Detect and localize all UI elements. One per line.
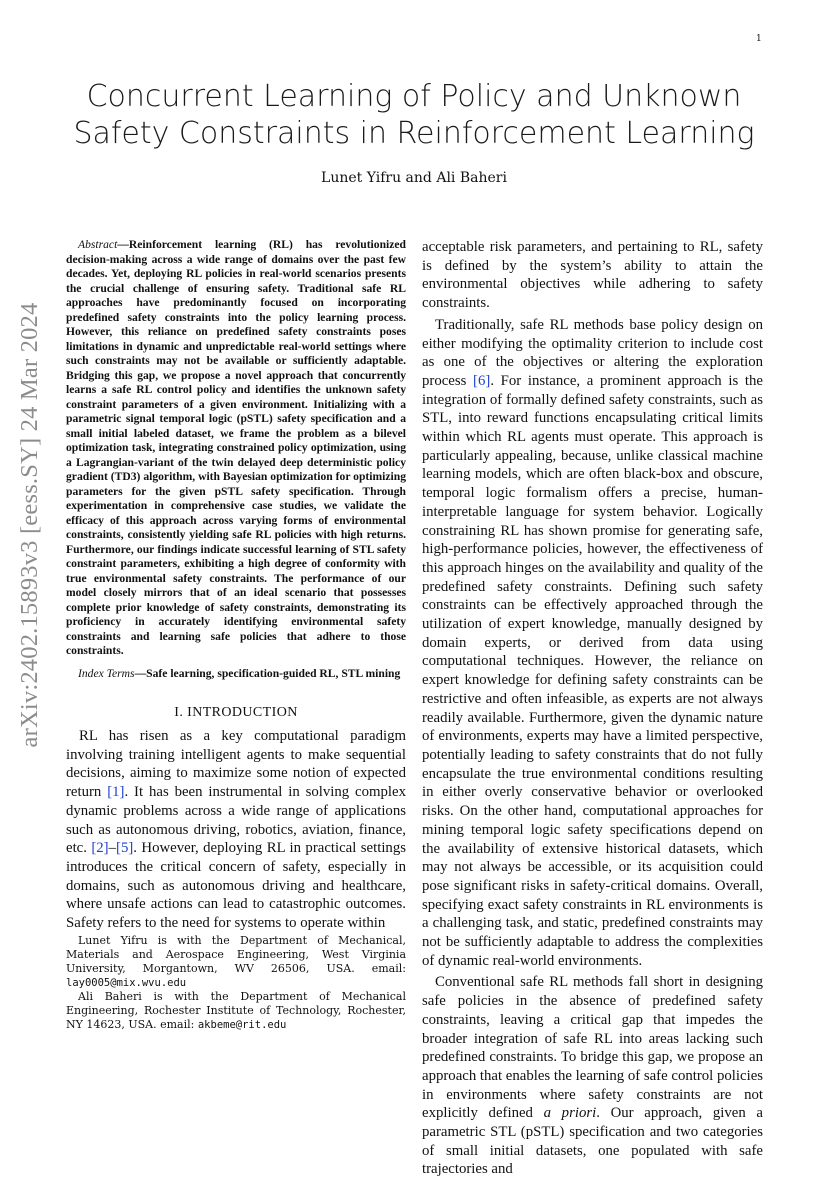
footnote-1-text: Lunet Yifru is with the Department of Mechanical, Materials and Aerospace Engineering, West Virginia University, Morgantown, WV 26506, USA. email: [66,934,406,975]
email-link[interactable]: akbeme@rit.edu [197,1019,287,1031]
paragraph-conventional-safe-rl [422,973,763,1179]
intro-text-c: . However, deploying RL in practical settings introduces the critical concern of safety, especially in domains, such as autonomous driving and healthcare, where unsafe actions can lead to catastrophic outcomes. Safety refers to the need for systems to operate within [66,840,406,932]
arxiv-id: arXiv:2402.15893v3 [eess.SY] 24 Mar 2024 [16,302,43,748]
index-terms-label: Index Terms [78,666,135,680]
paragraph-traditional-safe-rl [422,316,763,971]
intro-paragraph [66,727,406,933]
intro-body [66,727,406,933]
abstract-label: Abstract [78,238,118,251]
right-column [422,238,763,1179]
footnotes [66,934,406,1032]
citation-link[interactable]: [6] [473,372,491,389]
abstract-text: —Reinforcement learning (RL) has revolutionized decision-making across a wide range of domains over the past few decades. Yet, deploying RL policies in real-world scenarios presents the crucial challenge of ensuring safety. Traditional safe RL approaches have predominantly focused on incorporating predefined safety constraints into the policy learning process. However, this reliance on predefined safety constraints poses limitations in dynamic and unpredictable real-world settings where such constraints may not be available or sufficiently adaptable. Bridging this gap, we propose a novel approach that concurrently learns a safe RL control policy and identifies the unknown safety constraint parameters of a given environment. Initializing with a parametric signal temporal logic (pSTL) safety specification and a small initial labeled dataset, we frame the problem as a bilevel optimization task, integrating constrained policy optimization, using a Lagrangian-variant of the twin delayed deep deterministic policy gradient (TD3) algorithm, with Bayesian optimization for optimizing parameters for the given pSTL safety specification. Through experimentation in comprehensive case studies, we validate the efficacy of this approach across varying forms of environmental constraints, consistently yielding safe RL policies with high returns. Furthermore, our findings indicate successful learning of STL safety constraint parameters, exhibiting a high degree of conformity with true environmental safety constraints. The performance of our model closely mirrors that of an ideal scenario that possesses complete prior knowledge of safety constraints, demonstrating its proficiency in accurately identifying environmental safety constraints and learning safe policies that adhere to those constraints. [66,238,406,657]
intro-text-b: . It has been instrumental in solving complex dynamic problems across a wide range of applications such as autonomous driving, robotics, aviation, finance, etc. [66,784,407,857]
para-text-a: Traditionally, safe RL methods base policy design on either modifying the optimality criterion to include cost as one of the objectives or altering the exploration process [422,316,763,389]
author-line: Lunet Yifru and Ali Baheri [321,170,507,186]
para-text-b: . For instance, a prominent approach is the integration of formally defined safety constraints, such as STL, into reward functions encapsulating critical limits within which RL agents must operate. This approach is particularly appealing, because, unlike classical machine learning models, which are often black-box and obscure, temporal logic formalism offers a precise, human-interpretable language for system behavior. Logically constraining RL has shown promise for generating safe, high-performance policies, however, the effectiveness of this approach hinges on the availability and quality of the predefined safety constraints. Defining such safety constraints can be effectively approached through the utilization of expert knowledge, manually designed by domain experts, or derived from data using computational techniques. However, the reliance on expert knowledge for defining safety constraints can be restrictive and often infeasible, as experts are not always readily available. Furthermore, given the dynamic nature of environments, experts may have a limited perspective, potentially leading to safety constraints that do not fully encapsulate the true environmental conditions resulting in either overly conservative behavior or overlooked risks. On the other hand, computational approaches for mining temporal logic safety specifications depend on the availability of extensive historical datasets, which may not always be accessible, or its acquisition could pose significant risks in safety-critical domains. Overall, specifying exact safety constraints in RL environments is a challenging task, and static, predefined constraints may not be sufficiently adaptable to address the complexities of dynamic real-world environments. [422,372,763,969]
page-number: 1 [756,34,762,44]
index-terms [66,667,406,682]
para-text-b: . Our approach, given a parametric STL (pSTL) specification and two categories of small initial datasets, one populated with safe trajectories and [422,1105,763,1178]
citation-range-dash: – [108,840,117,857]
continued-paragraph: acceptable risk parameters, and pertaining to RL, safety is defined by the system’s ability to attain the environmental objectives while adhering to safety constraints. [422,239,763,312]
title-line-2: Safety Constraints in Reinforcement Learning [73,116,755,151]
paper-title [60,78,768,152]
footnote-2-text: Ali Baheri is with the Department of Mechanical Engineering, Rochester Institute of Technology, Rochester, NY 14623, USA. email: [66,990,406,1031]
index-terms-text: —Safe learning, specification-guided RL, STL mining [134,666,401,680]
citation-link[interactable]: [5] [116,840,134,857]
title-line-1: Concurrent Learning of Policy and Unknown [86,79,742,114]
section-heading: I. INTRODUCTION [174,705,298,720]
emphasis-a-priori: a priori [543,1105,597,1122]
abstract [66,238,406,659]
right-body [422,238,763,1179]
left-column [66,238,406,933]
citation-link[interactable]: [2] [91,840,109,857]
citation-link[interactable]: [1] [107,784,125,801]
intro-text-a: RL has risen as a key computational paradigm involving training intelligent agents to make sequential decisions, aiming to maximize some notion of expected return [66,728,406,801]
email-link[interactable]: lay0005@mix.wvu.edu [66,977,187,989]
para-text-a: Conventional safe RL methods fall short in designing safe policies in the absence of predefined safety constraints, leaving a critical gap that impedes the broader integration of safe RL into areas lacking such predefined constraints. To bridge this gap, we propose an approach that enables the learning of safe control policies in environments where safety constraints are not explicitly defined [422,974,764,1122]
footnote-1 [66,934,406,990]
footnote-2 [66,990,406,1032]
arxiv-stamp [12,278,48,772]
